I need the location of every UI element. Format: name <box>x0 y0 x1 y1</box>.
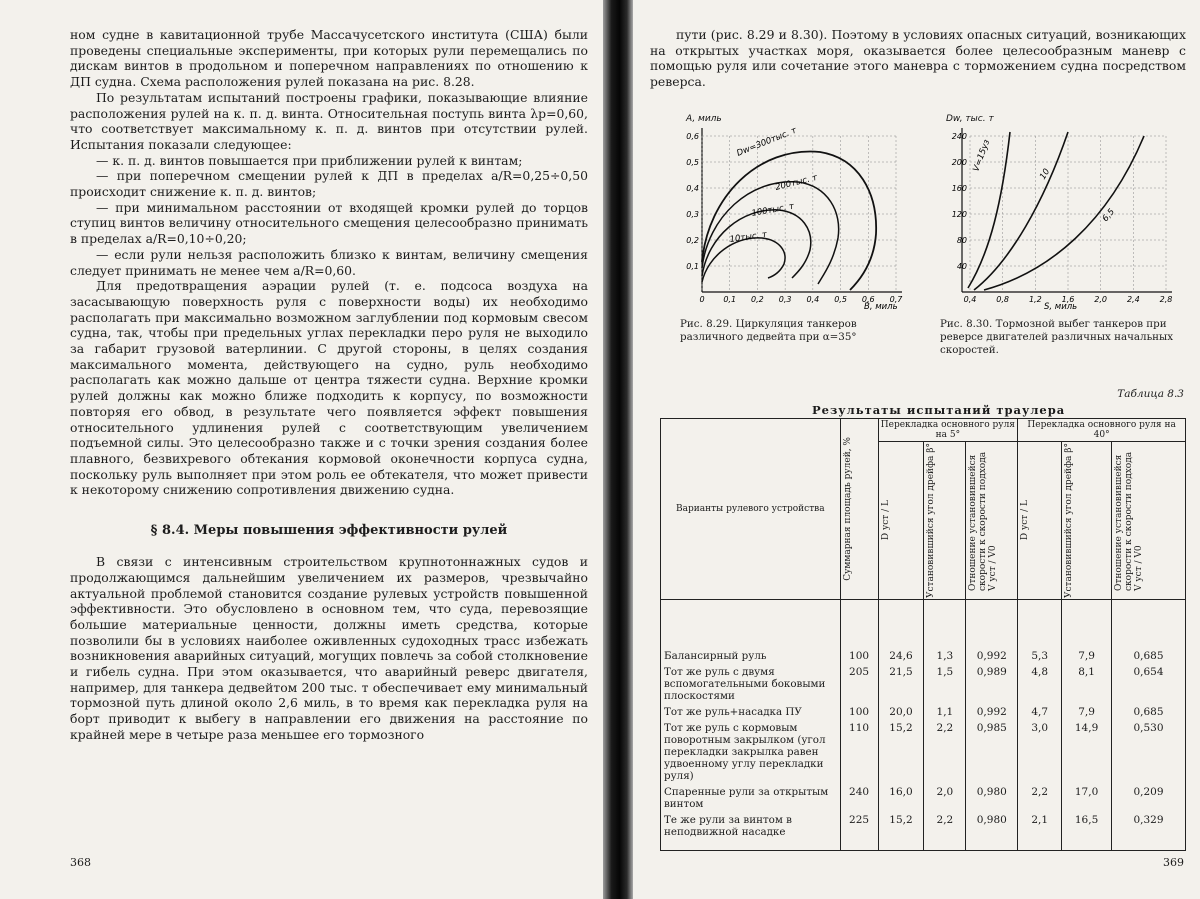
curve-15 <box>968 132 1010 288</box>
curve-10 <box>974 132 1068 290</box>
header-v2: Отношение установившейся скорости к скорости подхода V уст / V0 <box>1112 442 1186 600</box>
cell-d2: 4,8 <box>1018 664 1062 704</box>
header-b1: Установившийся угол дрейфа β° <box>924 442 966 600</box>
figure-caption: Рис. 8.29. Циркуляция танкеров различного дедвейта при α=35° <box>680 318 857 343</box>
x-tick-label: 0,4 <box>806 295 820 304</box>
cell-v2: 0,685 <box>1112 600 1186 665</box>
cell-b1: 2,2 <box>924 720 966 784</box>
x-tick-label: 0,6 <box>861 295 875 304</box>
cell-d1: 15,2 <box>878 720 924 784</box>
curve-label-10: 10 <box>1038 167 1053 182</box>
header-v1: Отношение установившейся скорости к скорости подхода V уст / V0 <box>966 442 1018 600</box>
paragraph: ном судне в кавитационной трубе Массачусетского института (США) были проведены специальные эксперименты, при которых рули перемещались по дискам винтов в продольном и поперечном направлениях по отношению к ДП судна. Схема расположения рулей показана на рис. 8.28. <box>70 27 588 90</box>
cell-d1: 20,0 <box>878 704 924 720</box>
list-item: — если рули нельзя расположить близко к винтам, величину смещения следует принимать не менее чем a/R=0,60. <box>70 246 588 278</box>
cell-v2: 0,209 <box>1112 784 1186 812</box>
y-tick-label: 0,6 <box>686 132 699 141</box>
y-tick-label: 40 <box>956 262 967 271</box>
figure-caption: Рис. 8.30. Тормозной выбег танкеров при реверсе двигателей различных начальных скоростей. <box>940 318 1174 356</box>
cell-area: 100 <box>840 704 878 720</box>
y-tick-label: 0,5 <box>686 158 699 167</box>
y-tick-label: 240 <box>951 132 967 141</box>
curve-label-100: 100тыс. т <box>750 201 795 219</box>
cell-b2: 17,0 <box>1062 784 1112 812</box>
header-group-40deg: Перекладка основного руля на 40° <box>1018 419 1186 442</box>
x-tick-label: 0,8 <box>996 295 1010 304</box>
x-tick-label: 0,4 <box>963 295 977 304</box>
paragraph: пути (рис. 8.29 и 8.30). Поэтому в условиях опасных ситуаций, возникающих на открытых участках моря, оказывается более целесообразным маневр с помощью руля или сочетание этого маневра с торможением судна посредством реверса. <box>650 27 1186 90</box>
table-row <box>661 720 1186 784</box>
header-variant: Варианты рулевого устройства <box>661 419 841 600</box>
y-axis-label: A, миль <box>686 114 722 124</box>
x-tick-label: 2,4 <box>1126 295 1140 304</box>
y-tick-label: 200 <box>951 158 967 167</box>
figure-circulation <box>680 112 910 344</box>
cell-d1: 15,2 <box>878 812 924 851</box>
table-row <box>661 600 1186 665</box>
x-tick-label: 2,0 <box>1094 295 1108 304</box>
x-tick-label: 0,7 <box>889 295 903 304</box>
x-tick-label: 0,1 <box>723 295 737 304</box>
header-group-5deg: Перекладка основного руля на 5° <box>878 419 1018 442</box>
cell-variant: Балансирный руль <box>661 600 841 665</box>
page-number: 369 <box>1163 856 1184 869</box>
cell-area: 100 <box>840 600 878 665</box>
cell-variant: Тот же руль с двумя вспомогательными боковыми плоскостями <box>661 664 841 704</box>
cell-d1: 21,5 <box>878 664 924 704</box>
cell-variant: Тот же руль+насадка ПУ <box>661 704 841 720</box>
curve-300 <box>702 152 876 290</box>
table-title: Результаты испытаний траулера <box>812 403 1066 417</box>
cell-d2: 3,0 <box>1018 720 1062 784</box>
cell-area: 110 <box>840 720 878 784</box>
curve-label-15: V=15уз <box>971 138 993 174</box>
cell-d1: 16,0 <box>878 784 924 812</box>
cell-v1: 0,992 <box>966 704 1018 720</box>
results-table <box>660 418 1186 851</box>
y-tick-label: 80 <box>956 236 967 245</box>
header-d1: D уст / L <box>878 442 924 600</box>
cell-v2: 0,530 <box>1112 720 1186 784</box>
curve-6-5 <box>984 136 1144 290</box>
x-tick-label: 1,2 <box>1028 295 1042 304</box>
curve-label-200: 200тыс. т <box>774 172 819 193</box>
header-b2: Установившийся угол дрейфа β° <box>1062 442 1112 600</box>
y-tick-label: 0,1 <box>686 262 699 271</box>
table-row <box>661 812 1186 851</box>
cell-b2: 16,5 <box>1062 812 1112 851</box>
cell-v1: 0,985 <box>966 720 1018 784</box>
left-text-top <box>70 27 588 498</box>
cell-b2: 8,1 <box>1062 664 1112 704</box>
cell-d2: 2,1 <box>1018 812 1062 851</box>
page-number: 368 <box>70 856 91 869</box>
y-tick-label: 0,4 <box>686 184 699 193</box>
figure-braking <box>940 112 1180 357</box>
y-tick-label: 120 <box>951 210 967 219</box>
cell-b1: 1,5 <box>924 664 966 704</box>
cell-v2: 0,654 <box>1112 664 1186 704</box>
x-tick-label: 0,5 <box>834 295 847 304</box>
cell-d2: 2,2 <box>1018 784 1062 812</box>
braking-plot <box>940 112 1180 312</box>
cell-d2: 5,3 <box>1018 600 1062 665</box>
x-axis-label: В, миль <box>864 302 898 312</box>
y-tick-label: 0,3 <box>686 210 699 219</box>
cell-area: 225 <box>840 812 878 851</box>
cell-d2: 4,7 <box>1018 704 1062 720</box>
table-label: Таблица 8.3 <box>1117 388 1184 400</box>
list-item: — к. п. д. винтов повышается при приближении рулей к винтам; <box>96 152 523 168</box>
cell-b1: 2,2 <box>924 812 966 851</box>
paragraph: В связи с интенсивным строительством крупнотоннажных судов и продолжающимся дальнейшим увеличением их размеров, чрезвычайно актуальной проблемой становится создание рулевых устройств повышенной эффективности. Это обусловлено в основном тем, что суда, перевозящие большие материальные ценности, должны иметь средства, которые позволили бы в условиях наиболее оживленных судоходных трасс избежать возникновения аварийных ситуаций, могущих повлечь за собой столкновение и гибель судна. При этом оказывается, что аварийный реверс двигателя, например, для танкера дедвейтом 200 тыс. т обеспечивает ему минимальный тормозной путь длиной около 2,6 миль, в то время как перекладка руля на борт приводит к выбегу в направлении его движения на расстояние по крайней мере в четыре раза меньшее его тормозного <box>70 554 588 742</box>
list-item: — при минимальном расстоянии от входящей кромки рулей до торцов ступиц винтов величину относительного смещения целесообразно принимать в пределах a/R=0,10÷0,20; <box>70 199 588 247</box>
y-axis-label: Dw, тыс. т <box>946 114 994 124</box>
cell-area: 240 <box>840 784 878 812</box>
table-row <box>661 784 1186 812</box>
curve-label-300: Dw=300тыс. т <box>735 125 799 159</box>
x-tick-label: 1,6 <box>1061 295 1075 304</box>
cell-variant: Тот же руль с кормовым поворотным закрылком (угол перекладки закрылка равен удвоенному углу перекладки руля) <box>661 720 841 784</box>
circulation-plot <box>680 112 910 312</box>
section-heading: § 8.4. Меры повышения эффективности рулей <box>150 523 508 539</box>
cell-b2: 7,9 <box>1062 600 1112 665</box>
paragraph: По результатам испытаний построены графики, показывающие влияние расположения рулей на к. п. д. винта. Относительная поступь винта λр=0,60, что соответствует максимальному к. п. д. винтов при отсутствии рулей. Испытания показали следующее: <box>70 89 588 152</box>
curve-label-10: 10тыс. т <box>729 229 768 245</box>
x-tick-label: 0,2 <box>751 295 764 304</box>
y-tick-label: 160 <box>951 184 967 193</box>
table-row <box>661 704 1186 720</box>
cell-variant: Спаренные рули за открытым винтом <box>661 784 841 812</box>
cell-variant: Те же рули за винтом в неподвижной насадке <box>661 812 841 851</box>
cell-b1: 1,3 <box>924 600 966 665</box>
cell-b1: 2,0 <box>924 784 966 812</box>
cell-v2: 0,685 <box>1112 704 1186 720</box>
curve-label-6-5: 6,5 <box>1100 207 1117 224</box>
table-row <box>661 664 1186 704</box>
cell-v2: 0,329 <box>1112 812 1186 851</box>
x-tick-label: 2,8 <box>1159 295 1173 304</box>
x-axis-label: S, миль <box>1044 302 1078 312</box>
cell-area: 205 <box>840 664 878 704</box>
cell-b2: 14,9 <box>1062 720 1112 784</box>
paragraph: Для предотвращения аэрации рулей (т. е. подсоса воздуха на засасывающую поверхность руля с поверхности воды) их необходимо располагать при максимально возможном заглублении под кормовым свесом судна, так, чтобы при предельных углах перекладки перо руля не выходило за габарит грузовой ватерлинии. С другой стороны, в целях создания максимального момента, действующего на судно, руль необходимо располагать как можно дальше от центра тяжести судна. Верхние кромки рулей должны как можно ближе подходить к корпусу, по возможности повторяя его обвод, в результате чего появляется эффект повышения относительного удлинения рулей с соответствующим увеличением подъемной силы. Это целесообразно также и с точки зрения создания более плавного, безвихревого обтекания кормовой оконечности корпуса судна, поскольку руль выполняет при этом роль ее обтекателя, что может привести к некоторому снижению сопротивления движению судна. <box>70 278 588 498</box>
y-tick-label: 0,2 <box>686 236 699 245</box>
cell-b1: 1,1 <box>924 704 966 720</box>
cell-v1: 0,989 <box>966 664 1018 704</box>
list-item: — при поперечном смещении рулей к ДП в пределах a/R=0,25÷0,50 происходит снижение к. п. д. винтов; <box>70 168 588 200</box>
curve-100 <box>702 210 811 278</box>
cell-b2: 7,9 <box>1062 704 1112 720</box>
x-tick-label: 0,3 <box>778 295 792 304</box>
cell-v1: 0,980 <box>966 784 1018 812</box>
header-area: Суммарная площадь рулей, % <box>840 419 878 600</box>
x-tick-label: 0 <box>699 295 705 304</box>
header-d2: D уст / L <box>1018 442 1062 600</box>
cell-d1: 24,6 <box>878 600 924 665</box>
cell-v1: 0,992 <box>966 600 1018 665</box>
cell-v1: 0,980 <box>966 812 1018 851</box>
